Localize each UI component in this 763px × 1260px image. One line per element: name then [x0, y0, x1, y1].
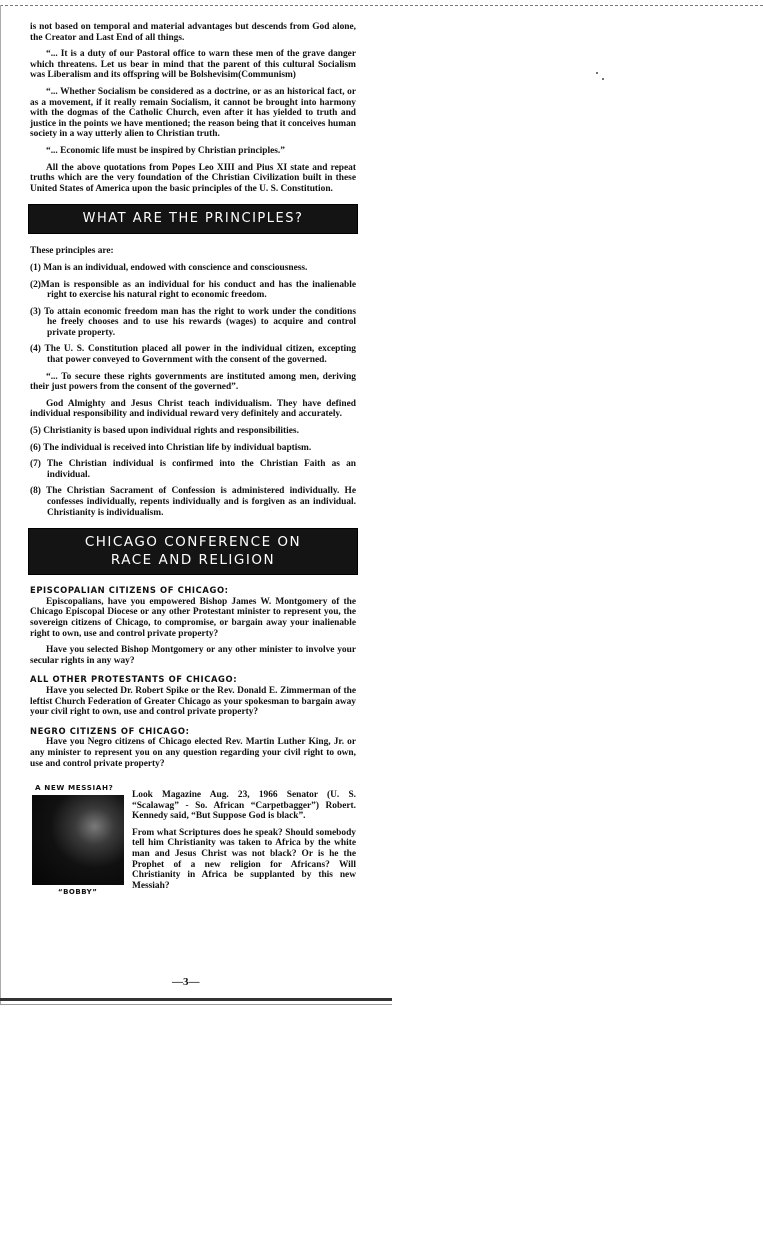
list-item: (6) The individual is received into Christian life by individual baptism.	[30, 442, 312, 453]
paragraph: Look Magazine Aug. 23, 1966 Senator (U. S. “Scalawag” - So. African “Carpetbagger”) Robert. Kennedy said, “But Suppose God is black”.	[132, 790, 356, 822]
conference-banner-line: RACE AND RELIGION	[110, 552, 276, 569]
section-heading: A NEW MESSIAH?	[35, 783, 114, 793]
list-item: (2)Man is responsible as an individual for his conduct and has the inalienable right to exercise his natural right to economic freedom.	[30, 279, 356, 301]
list-item: (3) To attain economic freedom man has the right to work under the conditions he freely chooses and to use his rewards (wages) to acquire and control private property.	[30, 306, 356, 338]
list-item: (7) The Christian individual is confirmed into the Christian Faith as an individual.	[30, 459, 356, 480]
paragraph: is not based on temporal and material advantages but descends from God alone, the Creator and Last End of all things.	[30, 22, 356, 43]
left-border-rule	[0, 5, 1, 1005]
portrait-photo	[32, 795, 124, 885]
constitution-quote: “... To secure these rights governments are instituted among men, deriving their just powers from the consent of the governed”.	[30, 371, 356, 393]
bottom-shadow-rule	[0, 1004, 392, 1005]
paragraph: “... Economic life must be inspired by Christian principles.”	[46, 145, 285, 156]
principles-banner: WHAT ARE THE PRINCIPLES?	[28, 204, 358, 234]
paragraph: Have you selected Dr. Robert Spike or the Rev. Donald E. Zimmerman of the leftist Church Federation of Greater Chicago as your spokesman to bargain away your civil right to own, use and control private property?	[30, 685, 356, 718]
conference-banner-line: CHICAGO CONFERENCE ON	[84, 534, 302, 551]
list-item: (4) The U. S. Constitution placed all power in the individual citizen, excepting that power conveyed to Government with the consent of the governed.	[30, 344, 356, 366]
list-item: (5) Christianity is based upon individual rights and responsibilities.	[30, 426, 299, 437]
page-column	[30, 22, 356, 897]
top-border-rule	[0, 5, 763, 6]
list-item: (1) Man is an individual, endowed with conscience and consciousness.	[30, 262, 308, 273]
paragraph: From what Scriptures does he speak? Should somebody tell him Christianity was taken to Africa by the white man and Jesus Christ was not black? Or is he the Prophet of a new religion for Africans? Will Christianity in Africa be supplanted by this new Messiah?	[132, 827, 356, 891]
conference-banner	[28, 528, 358, 575]
section-heading: ALL OTHER PROTESTANTS OF CHICAGO:	[30, 674, 238, 685]
paragraph: “... It is a duty of our Pastoral office to warn these men of the grave danger which threatens. Let us bear in mind that the parent of this cultural Socialism was Liberalism and its offspring will be Bolshevisim(Communism)	[30, 49, 356, 81]
scan-speck	[596, 72, 598, 74]
paragraph: All the above quotations from Popes Leo XIII and Pius XI state and repeat truths which are the very foundation of the Christian Civilization built in these United States of America upon the basic principles of the U. S. Constitution.	[30, 162, 356, 194]
section-heading: NEGRO CITIZENS OF CHICAGO:	[30, 725, 190, 736]
page-number: —3—	[172, 976, 200, 988]
paragraph: “... Whether Socialism be considered as a doctrine, or as an historical fact, or as a movement, if it really remain Socialism, it cannot be brought into harmony with the dogmas of the Catholic Church, even after it has yielded to truth and justice in the points we have mentioned; the reason being that it conceives human society in a way utterly alien to Christian truth.	[30, 86, 356, 140]
principles-intro: These principles are:	[30, 246, 114, 257]
paragraph: Episcopalians, have you empowered Bishop James W. Montgomery of the Chicago Episcopal Diocese or any other Protestant minister to represent you, the sovereign citizens of Chicago, to compromise, or bargain away your inalienable right to own, use and control private property?	[30, 596, 356, 639]
section-heading: EPISCOPALIAN CITIZENS OF CHICAGO:	[30, 585, 229, 596]
messiah-text	[132, 790, 356, 897]
paragraph: Have you selected Bishop Montgomery or any other minister to involve your secular rights in any way?	[30, 645, 356, 666]
paragraph: God Almighty and Jesus Christ teach individualism. They have defined individual responsibility and individual reward very definitely and accurately.	[30, 398, 356, 420]
paragraph: Have you Negro citizens of Chicago elected Rev. Martin Luther King, Jr. or any minister to represent you on any question regarding your civil right to own, use and control private property?	[30, 737, 356, 769]
bottom-border-rule	[0, 998, 392, 1001]
new-messiah-box	[30, 783, 356, 897]
scan-speck	[602, 78, 604, 80]
photo-caption: “BOBBY”	[58, 888, 98, 897]
list-item: (8) The Christian Sacrament of Confession is administered individually. He confesses individually, repents individually and is forgiven as an individual. Christianity is individualism.	[30, 486, 356, 518]
